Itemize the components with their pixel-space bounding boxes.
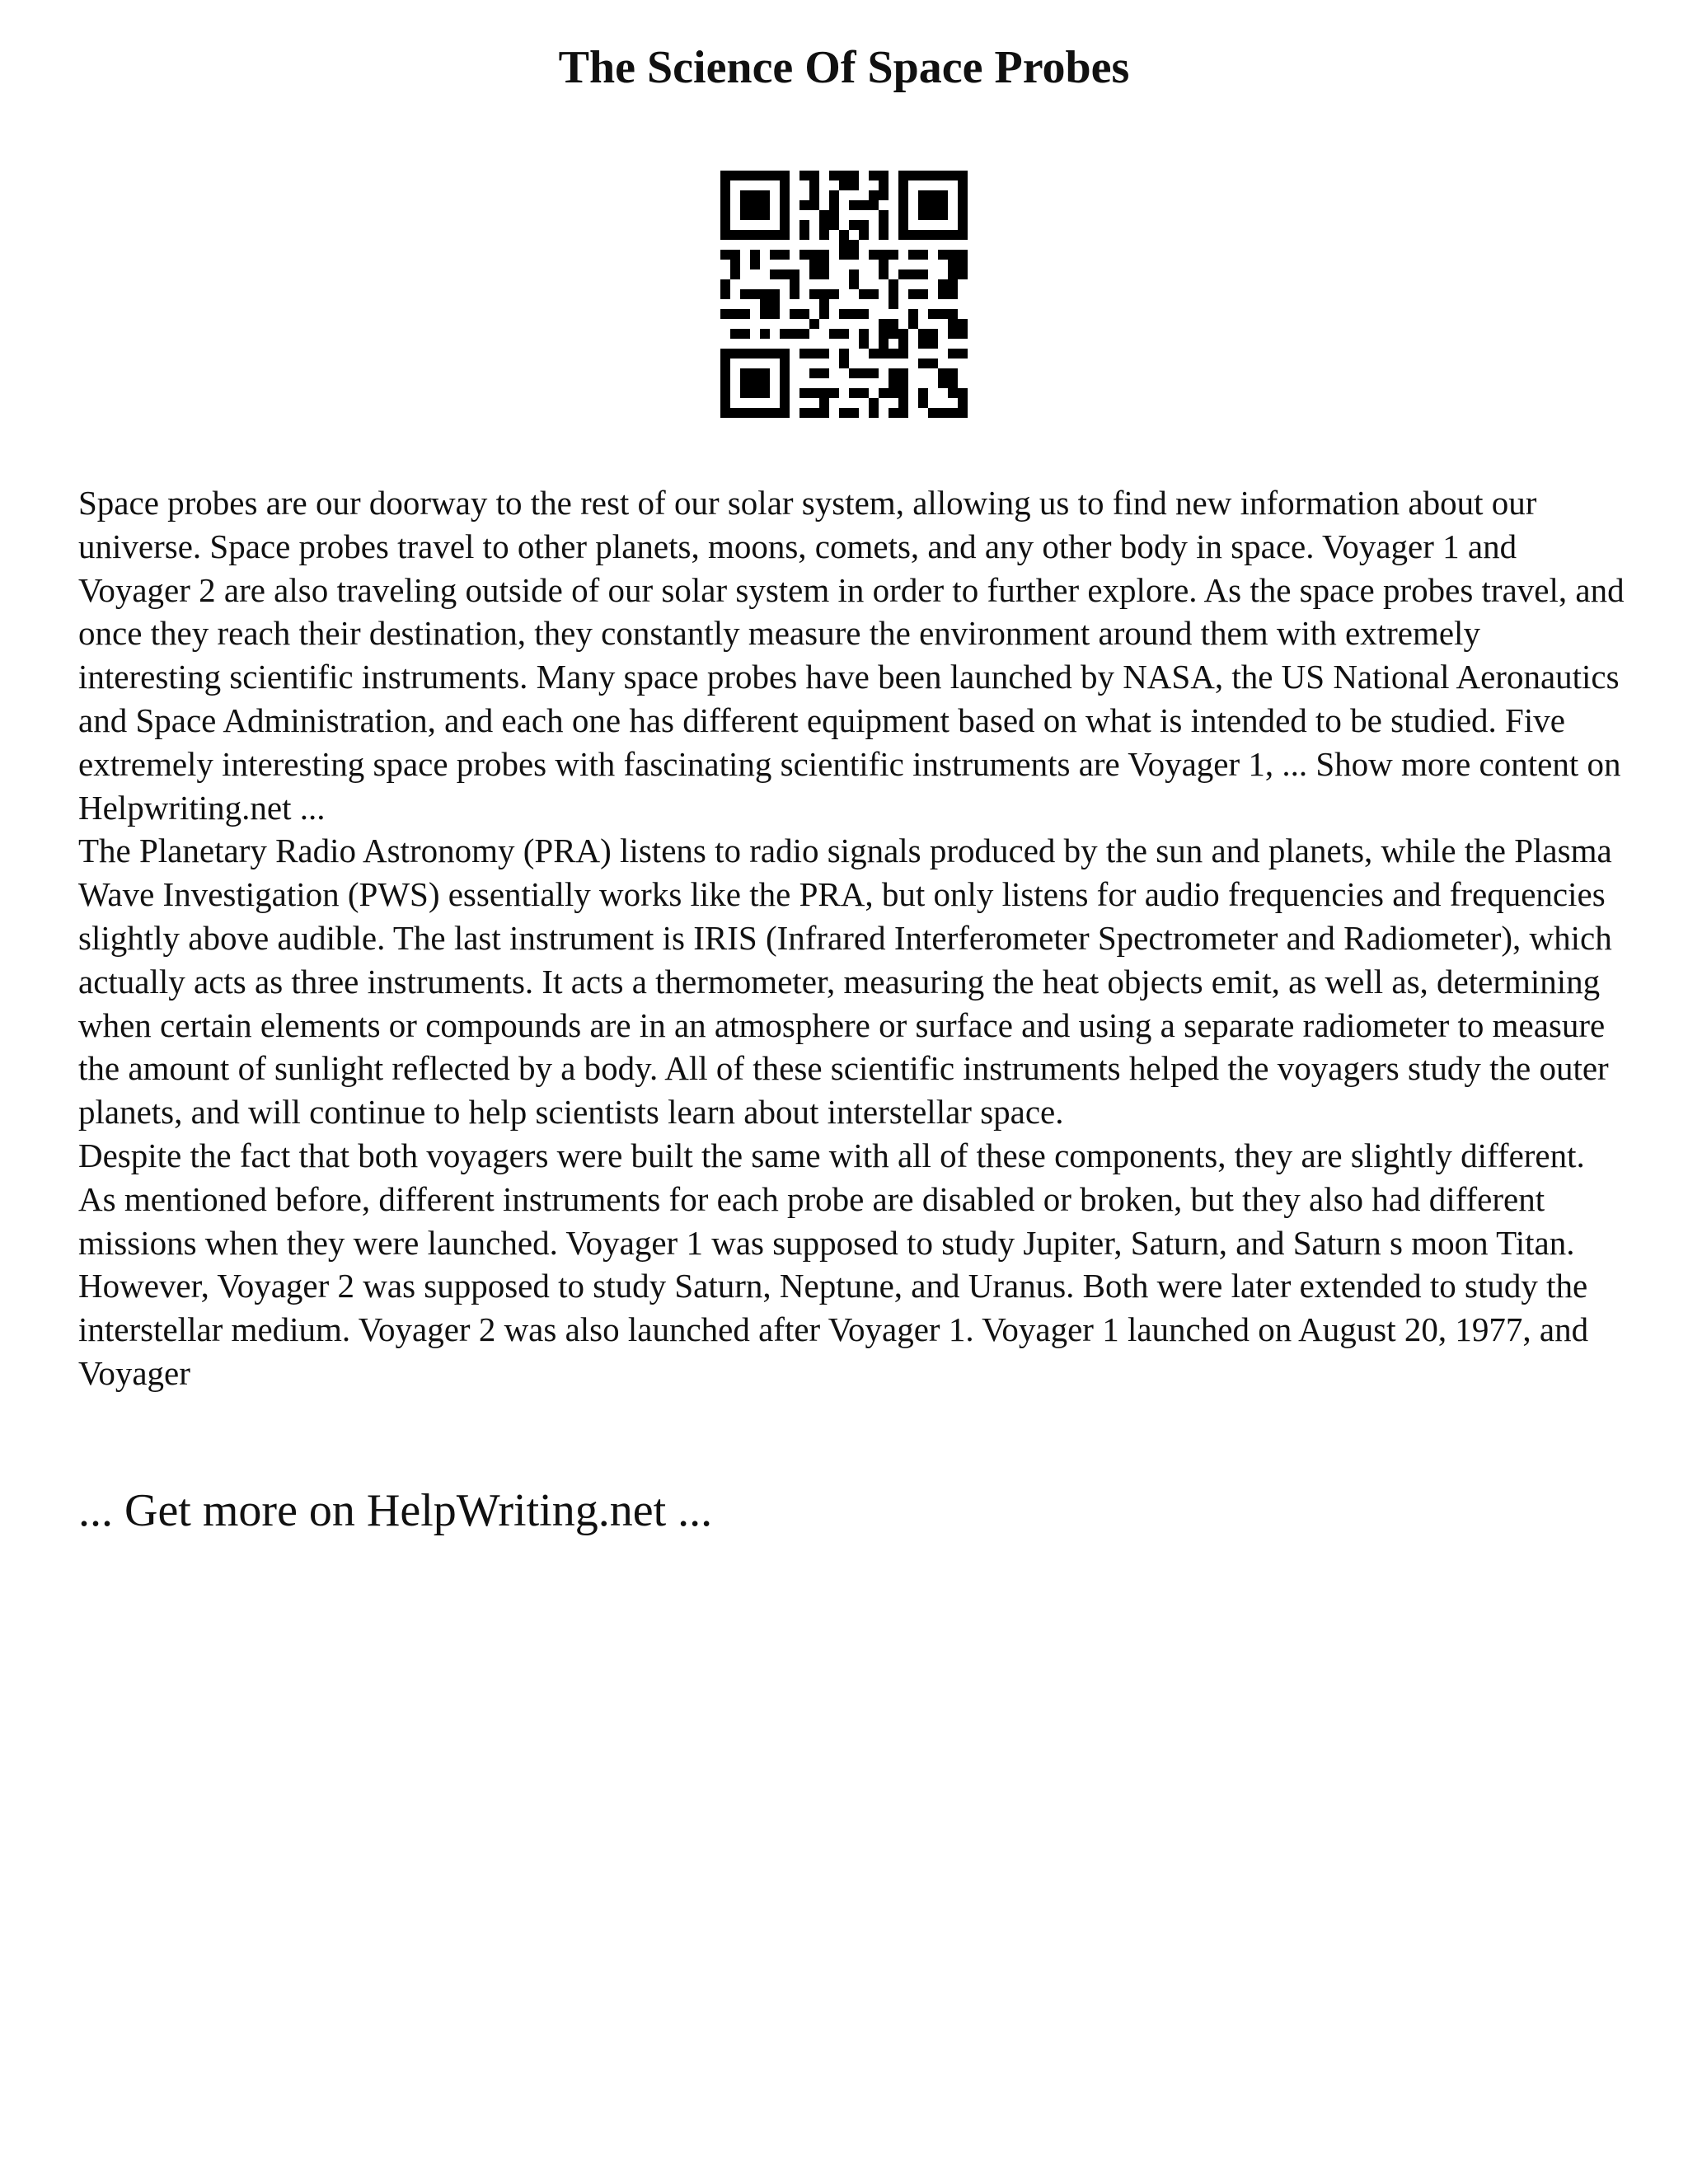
get-more-link[interactable]: ... Get more on HelpWriting.net ... — [78, 1485, 713, 1536]
article-body — [78, 481, 1628, 1395]
paragraph-instruments: The Planetary Radio Astronomy (PRA) listens to radio signals produced by the sun and planets, while the Plasma Wave Investigation (PWS) essentially works like the PRA, but only listens for audio frequencies and frequencies slightly above audible. The last instrument is IRIS (Infrared Interferometer Spectrometer and Radiometer), which actually acts as three instruments. It acts a thermometer, measuring the heat objects emit, as well as, determining when certain elements or compounds are in an atmosphere or surface and using a separate radiometer to measure the amount of sunlight reflected by a body. All of these scientific instruments helped the voyagers study the outer planets, and will continue to help scientists learn about interstellar space. — [78, 832, 1612, 1132]
page-title: The Science Of Space Probes — [558, 42, 1130, 93]
paragraph-intro: Space probes are our doorway to the rest of our solar system, allowing us to find new information about our universe. Space probes travel to other planets, moons, comets, and any other body in space. Voyager 1 and Voyager 2 are also traveling outside of our solar system in order to further explore. As the space probes travel, and once they reach their destination, they constantly measure the environment around them with extremely interesting scientific instruments. Many space probes have been launched by NASA, the US National Aeronautics and Space Administration, and each one has different equipment based on what is intended to be studied. Five extremely interesting space probes with fascinating scientific instruments are Voyager 1, ... Show more content on Helpwriting.net ... — [78, 484, 1625, 827]
qr-code-icon — [720, 171, 968, 418]
paragraph-missions: Despite the fact that both voyagers were built the same with all of these components, they are slightly different. As mentioned before, different instruments for each probe are disabled or broken, but they also had different missions when they were launched. Voyager 1 was supposed to study Jupiter, Saturn, and Saturn s moon Titan. However, Voyager 2 was supposed to study Saturn, Neptune, and Uranus. Both were later extended to study the interstellar medium. Voyager 2 was also launched after Voyager 1. Voyager 1 launched on August 20, 1977, and Voyager — [78, 1136, 1589, 1392]
